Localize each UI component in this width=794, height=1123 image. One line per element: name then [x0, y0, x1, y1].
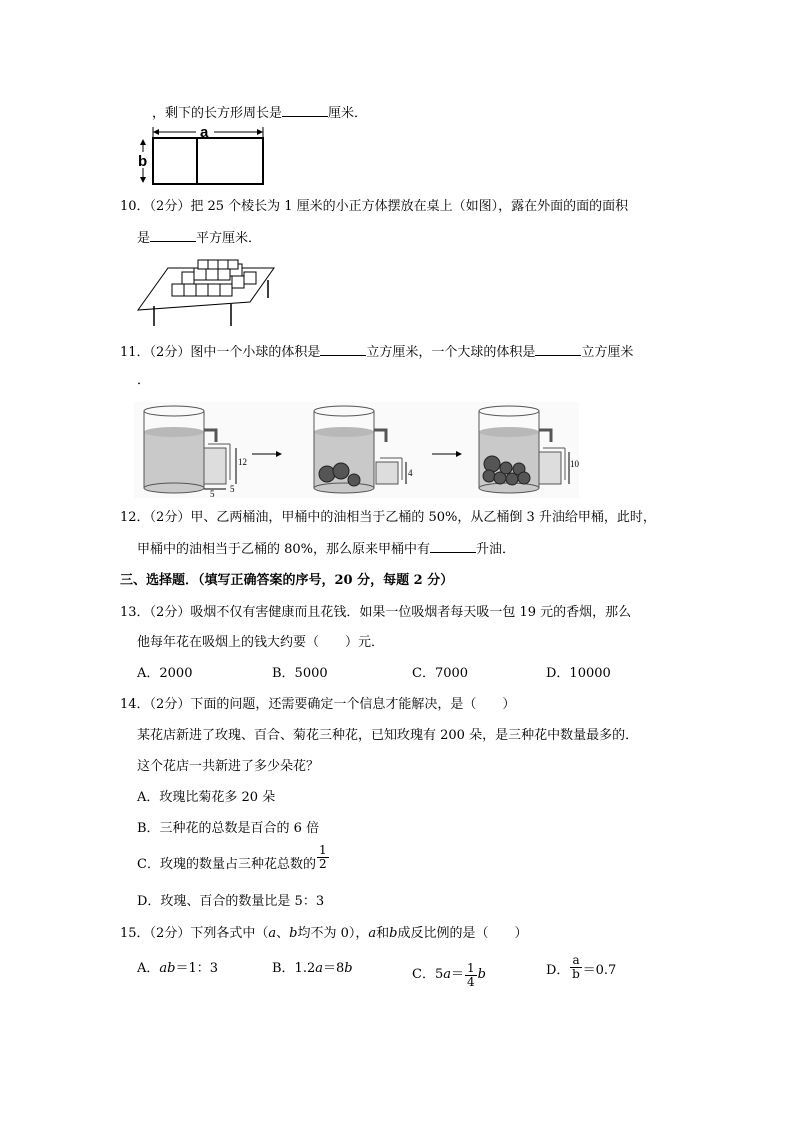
opt-c-eq: ＝	[450, 967, 464, 982]
opt-d-post: ＝0.7	[582, 963, 617, 978]
q13-option-b[interactable]: B．5000	[272, 666, 328, 681]
opt-a-ab: ab	[159, 961, 176, 976]
var-b: b	[389, 926, 398, 941]
dim-4: 4	[408, 468, 413, 478]
q11-line1	[120, 343, 633, 362]
opt-c-a: a	[443, 967, 451, 982]
q11-containers-figure	[134, 402, 579, 498]
var-a: a	[268, 926, 277, 941]
q10-line2	[137, 229, 261, 248]
q14-option-c-text: C．玫瑰的数量占三种花总数的	[137, 857, 316, 872]
label-a: a	[200, 124, 209, 141]
q15-option-c[interactable]	[412, 960, 486, 989]
q10-blank[interactable]	[150, 229, 196, 242]
opt-c-pre: C．5	[412, 967, 444, 982]
q14-line1: 14．（2分）下面的问题，还需要确定一个信息才能解决，是（ ）	[120, 697, 516, 712]
var-a: a	[368, 926, 377, 941]
q14-line2: 某花店新进了玫瑰、百合、菊花三种花，已知玫瑰有 200 朵，是三种花中数量最多的．	[137, 728, 639, 743]
q10-cubes-figure	[138, 258, 278, 330]
q10-pre: 是	[137, 231, 151, 246]
q14-option-d[interactable]: D．玫瑰、百合的数量比是 5：3	[137, 894, 325, 909]
opt-a-pre: A．	[137, 961, 160, 976]
frac-num: a	[572, 953, 580, 967]
q9-rectangle-figure	[136, 124, 266, 188]
q11-blank-small[interactable]	[320, 343, 366, 356]
q12-line1: 12．（2分）甲、乙两桶油，甲桶中的油相当于乙桶的 50%，从乙桶倒 3 升油给甲桶，此时，	[120, 510, 656, 525]
q10-post: 平方厘米．	[196, 231, 262, 246]
q14-option-a[interactable]: A．玫瑰比菊花多 20 朵	[137, 790, 276, 805]
fraction-one-quarter	[465, 962, 477, 989]
q15-sep: 、	[276, 926, 290, 941]
q15-post: 成反比例的是（ ）	[397, 926, 528, 941]
q13-option-d[interactable]: D．10000	[546, 666, 611, 681]
dim-12: 12	[238, 457, 247, 467]
q15-and: 和	[376, 926, 390, 941]
q12-line2	[137, 540, 515, 559]
q11-cont: ．	[137, 373, 151, 388]
q13-line1: 13．（2分）吸烟不仅有害健康而且花钱．如果一位吸烟者每天吸一包 19 元的香烟，那么	[120, 605, 632, 620]
dim-5a: 5	[210, 489, 215, 499]
frac-num: 1	[467, 961, 475, 975]
q15-stem	[120, 925, 527, 943]
q9-text	[152, 104, 367, 123]
opt-c-b: b	[477, 967, 486, 982]
q15-option-a[interactable]	[137, 960, 218, 978]
q13-option-a[interactable]: A．2000	[137, 666, 193, 681]
opt-d-pre: D．	[546, 963, 570, 978]
q15-option-b[interactable]	[272, 960, 353, 978]
fraction-one-half	[317, 844, 329, 871]
q12-post: 升油．	[476, 542, 516, 557]
q15-option-d[interactable]	[546, 953, 617, 981]
label-b: b	[138, 153, 148, 170]
frac-den: 4	[467, 975, 475, 989]
q15-mid: 均不为 0），	[297, 926, 369, 941]
var-b: b	[289, 926, 298, 941]
opt-a-post: ＝1：3	[175, 961, 219, 976]
frac-den: b	[572, 967, 580, 981]
q10-line1: 10．（2分）把 25 个棱长为 1 厘米的小正方体摆放在桌上（如图），露在外面的面的面积	[120, 199, 629, 214]
q9-tail: ，剩下的长方形周长是	[152, 106, 283, 121]
q9-blank[interactable]	[282, 104, 328, 117]
q11-pre: 11．（2分）图中一个小球的体积是	[120, 345, 321, 360]
fraction-a-over-b	[570, 954, 581, 981]
q12-blank[interactable]	[430, 540, 476, 553]
q11-mid: 立方厘米，一个大球的体积是	[366, 345, 536, 360]
frac-num: 1	[318, 843, 327, 857]
q14-option-b[interactable]: B．三种花的总数是百合的 6 倍	[137, 821, 320, 836]
q15-prefix: 15．（2分）下列各式中（	[120, 926, 269, 941]
q11-blank-large[interactable]	[535, 343, 581, 356]
section-3-title: 三、选择题．（填写正确答案的序号，20 分，每题 2 分）	[120, 573, 454, 588]
q13-line2: 他每年花在吸烟上的钱大约要（ ）元．	[137, 635, 385, 650]
frac-den: 2	[318, 857, 327, 871]
dim-5b: 5	[230, 484, 235, 494]
opt-b-pre: B．1.2	[272, 961, 316, 976]
opt-b-eq: ＝8	[323, 961, 345, 976]
opt-b-b: b	[344, 961, 353, 976]
opt-b-a: a	[315, 961, 323, 976]
q14-option-c[interactable]	[137, 843, 330, 874]
dim-10: 10	[570, 459, 579, 469]
q9-unit: 厘米．	[328, 106, 368, 121]
q13-option-c[interactable]: C．7000	[412, 666, 469, 681]
q11-post: 立方厘米	[581, 345, 634, 360]
q12-pre: 甲桶中的油相当于乙桶的 80%，那么原来甲桶中有	[137, 542, 431, 557]
q14-line3: 这个花店一共新进了多少朵花？	[137, 759, 320, 774]
